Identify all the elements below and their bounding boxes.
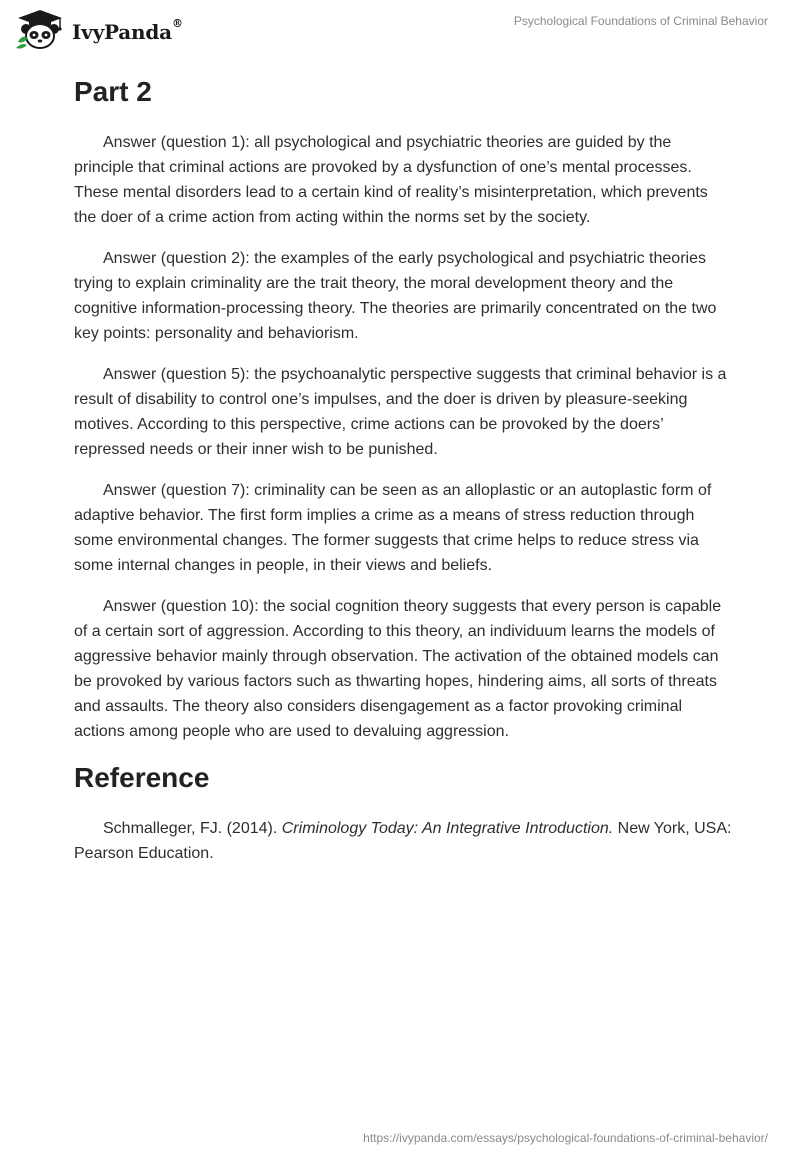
answer-paragraph-5: Answer (question 10): the social cognition theory suggests that every person is capable of a certain sort of aggression. According to this theory, an individuum learns the models of aggressive behavior mainly through observation. The activation of the obtained models can be provoked by various factors such as thwarting hopes, hindering aims, all sorts of threats and assaults. The theory also considers disengagement as a factor provoking criminal actions among people who are used to devaluing aggression. (74, 598, 722, 740)
panda-logo-icon (14, 8, 66, 50)
source-url[interactable]: https://ivypanda.com/essays/psychological-foundations-of-criminal-behavior/ (363, 1131, 768, 1145)
logo-text: IvyPanda (72, 20, 172, 44)
reference-entry (74, 816, 734, 866)
ivypanda-logo[interactable] (14, 8, 183, 50)
logo-wordmark (72, 17, 183, 44)
part-heading: Part 2 (74, 76, 152, 107)
reference-author-year: Schmalleger, FJ. (2014). (103, 820, 282, 837)
page-header (0, 0, 800, 60)
reference-heading: Reference (74, 762, 210, 793)
document-title: Psychological Foundations of Criminal Behavior (513, 14, 768, 28)
answer-paragraph-2: Answer (question 2): the examples of the early psychological and psychiatric theories trying to explain criminality are the trait theory, the moral development theory and the cognitive information-processing theory. The theories are primarily concentrated on the two key points: personality and behaviorism. (74, 250, 717, 342)
answer-paragraph-3: Answer (question 5): the psychoanalytic perspective suggests that criminal behavior is a result of disability to control one’s impulses, and the doer is driven by pleasure-seeking motives. According to this perspective, crime actions can be provoked by the doers’ repressed needs or their inner wish to be punished. (74, 366, 727, 458)
reference-book-title: Criminology Today: An Integrative Introduction. (281, 820, 614, 837)
answer-paragraph-4: Answer (question 7): criminality can be seen as an alloplastic or an autoplastic form of adaptive behavior. The first form implies a crime as a means of stress reduction through some environmental changes. The former suggests that crime helps to reduce stress via some internal changes in people, in their views and beliefs. (74, 482, 712, 574)
document-body (74, 72, 734, 866)
answer-paragraph-1: Answer (question 1): all psychological and psychiatric theories are guided by the principle that criminal actions are provoked by a dysfunction of one’s mental processes. These mental disorders lead to a certain kind of reality’s misinterpretation, which prevents the doer of a crime action from acting within the norms set by the society. (74, 134, 708, 226)
reference-publisher: New York, USA: Pearson Education. (74, 820, 732, 862)
registered-mark: ® (171, 17, 183, 30)
